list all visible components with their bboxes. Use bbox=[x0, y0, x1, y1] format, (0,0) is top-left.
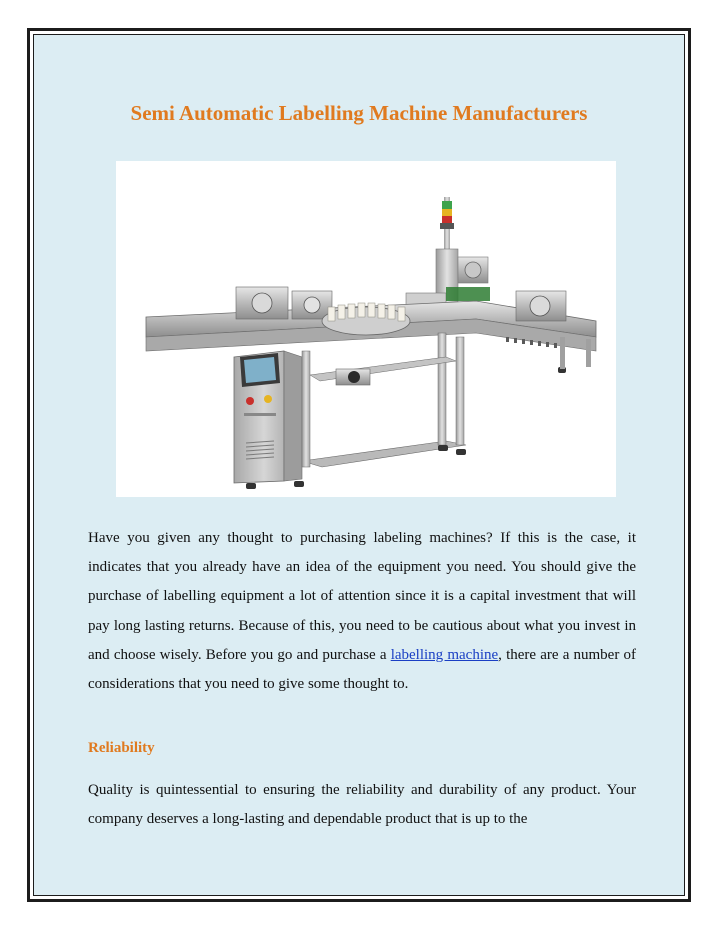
section-heading-reliability: Reliability bbox=[88, 740, 155, 756]
page-inner-panel bbox=[33, 34, 685, 896]
labelling-machine-photo bbox=[116, 161, 616, 497]
intro-text-before-link: Have you given any thought to purchasing labeling machines? If this is the case, it indicates that you already have an idea of the equipment you need. You should give the purchase of labelling equipment a lot of attention since it is a capital investment that will pay long lasting returns. Because of this, you need to be cautious about what you invest in and choose wisely. Before you go and purchase a bbox=[88, 530, 636, 663]
labelling-machine-link[interactable]: labelling machine bbox=[390, 646, 499, 663]
document-title: Semi Automatic Labelling Machine Manufacturers bbox=[130, 101, 588, 125]
intro-text-after-link: , there are a number of considerations that you need to give some thought to. bbox=[88, 646, 637, 693]
intro-paragraph bbox=[88, 524, 636, 699]
page-outer-border bbox=[27, 28, 691, 902]
reliability-paragraph: Quality is quintessential to ensuring the reliability and durability of any product. Your company deserves a long-lasting and dependable product that is up to the bbox=[88, 782, 636, 828]
